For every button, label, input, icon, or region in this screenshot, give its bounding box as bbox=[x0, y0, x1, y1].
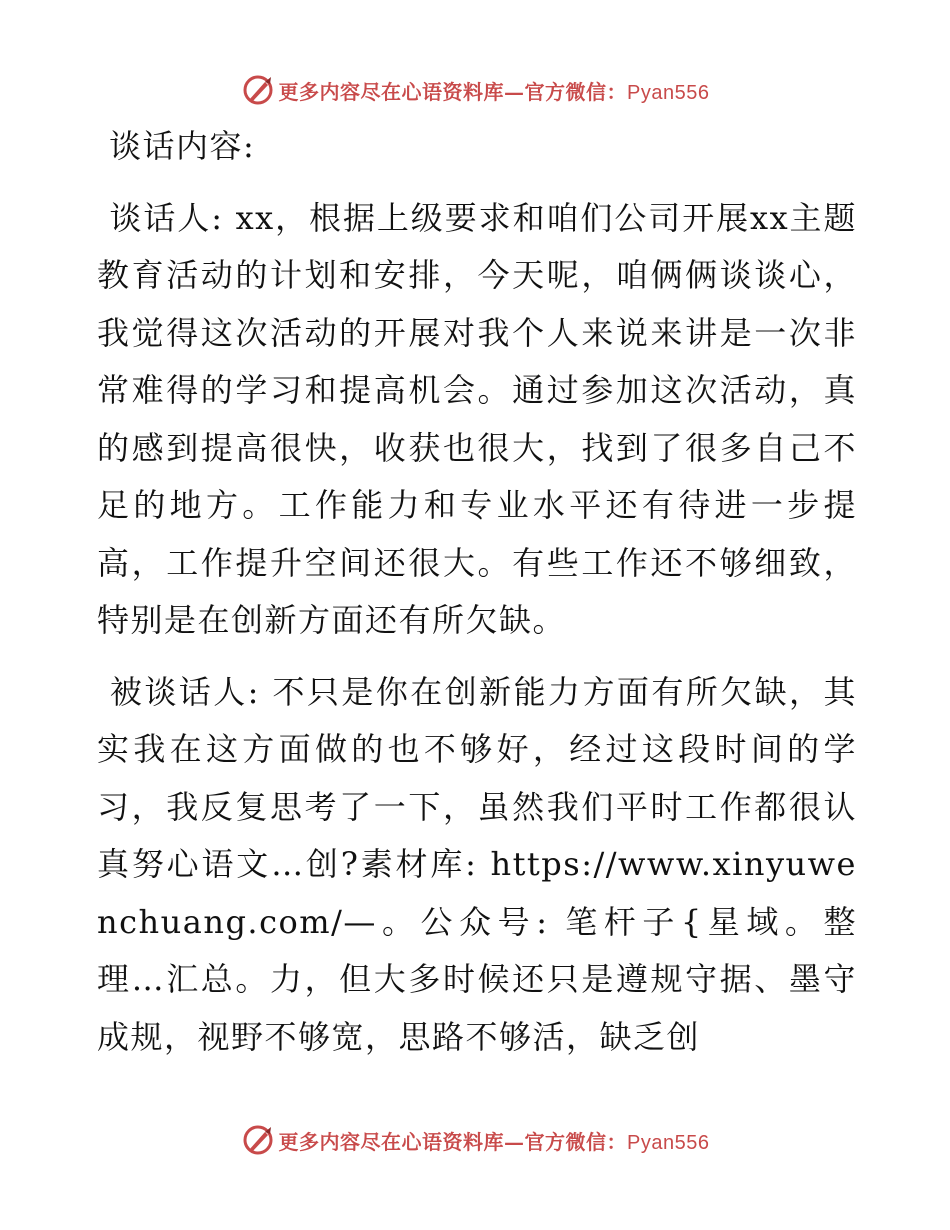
paragraph-1: 谈话人: xx，根据上级要求和咱们公司开展xx主题教育活动的计划和安排，今天呢，咱俩俩谈谈心，我觉得这次活动的开展对我个人来说来讲是一次非常难得的学习和提高机会。通过参加这次活动，真的感到提高很快，收获也很大，找到了很多自己不足的地方。工作能力和专业水平还有待进一步提高，工作提升空间还很大。有些工作还不够细致，特别是在创新方面还有所欠缺。 bbox=[97, 198, 857, 639]
paragraph-2: 被谈话人: 不只是你在创新能力方面有所欠缺，其实我在这方面做的也不够好，经过这段时间的学习，我反复思考了一下，虽然我们平时工作都很认真努心语文…创?素材库: https://www.xinyuwenchuang.com/—。公众号: 笔杆子{星域。整理…汇总。力，但大多时候还只是遵规守据、墨守成规，视野不够宽，思路不够活，缺乏创 bbox=[97, 672, 857, 1056]
quill-logo-icon bbox=[241, 1123, 275, 1157]
document-body bbox=[97, 118, 857, 1066]
banner-text: 更多内容尽在心语资料库—官方微信：Pyan556 bbox=[278, 79, 710, 104]
header-banner bbox=[0, 70, 950, 110]
heading: 谈话内容: bbox=[109, 127, 256, 165]
banner-text: 更多内容尽在心语资料库—官方微信：Pyan556 bbox=[278, 1129, 710, 1154]
quill-logo-icon bbox=[241, 73, 275, 107]
footer-banner bbox=[0, 1120, 950, 1160]
